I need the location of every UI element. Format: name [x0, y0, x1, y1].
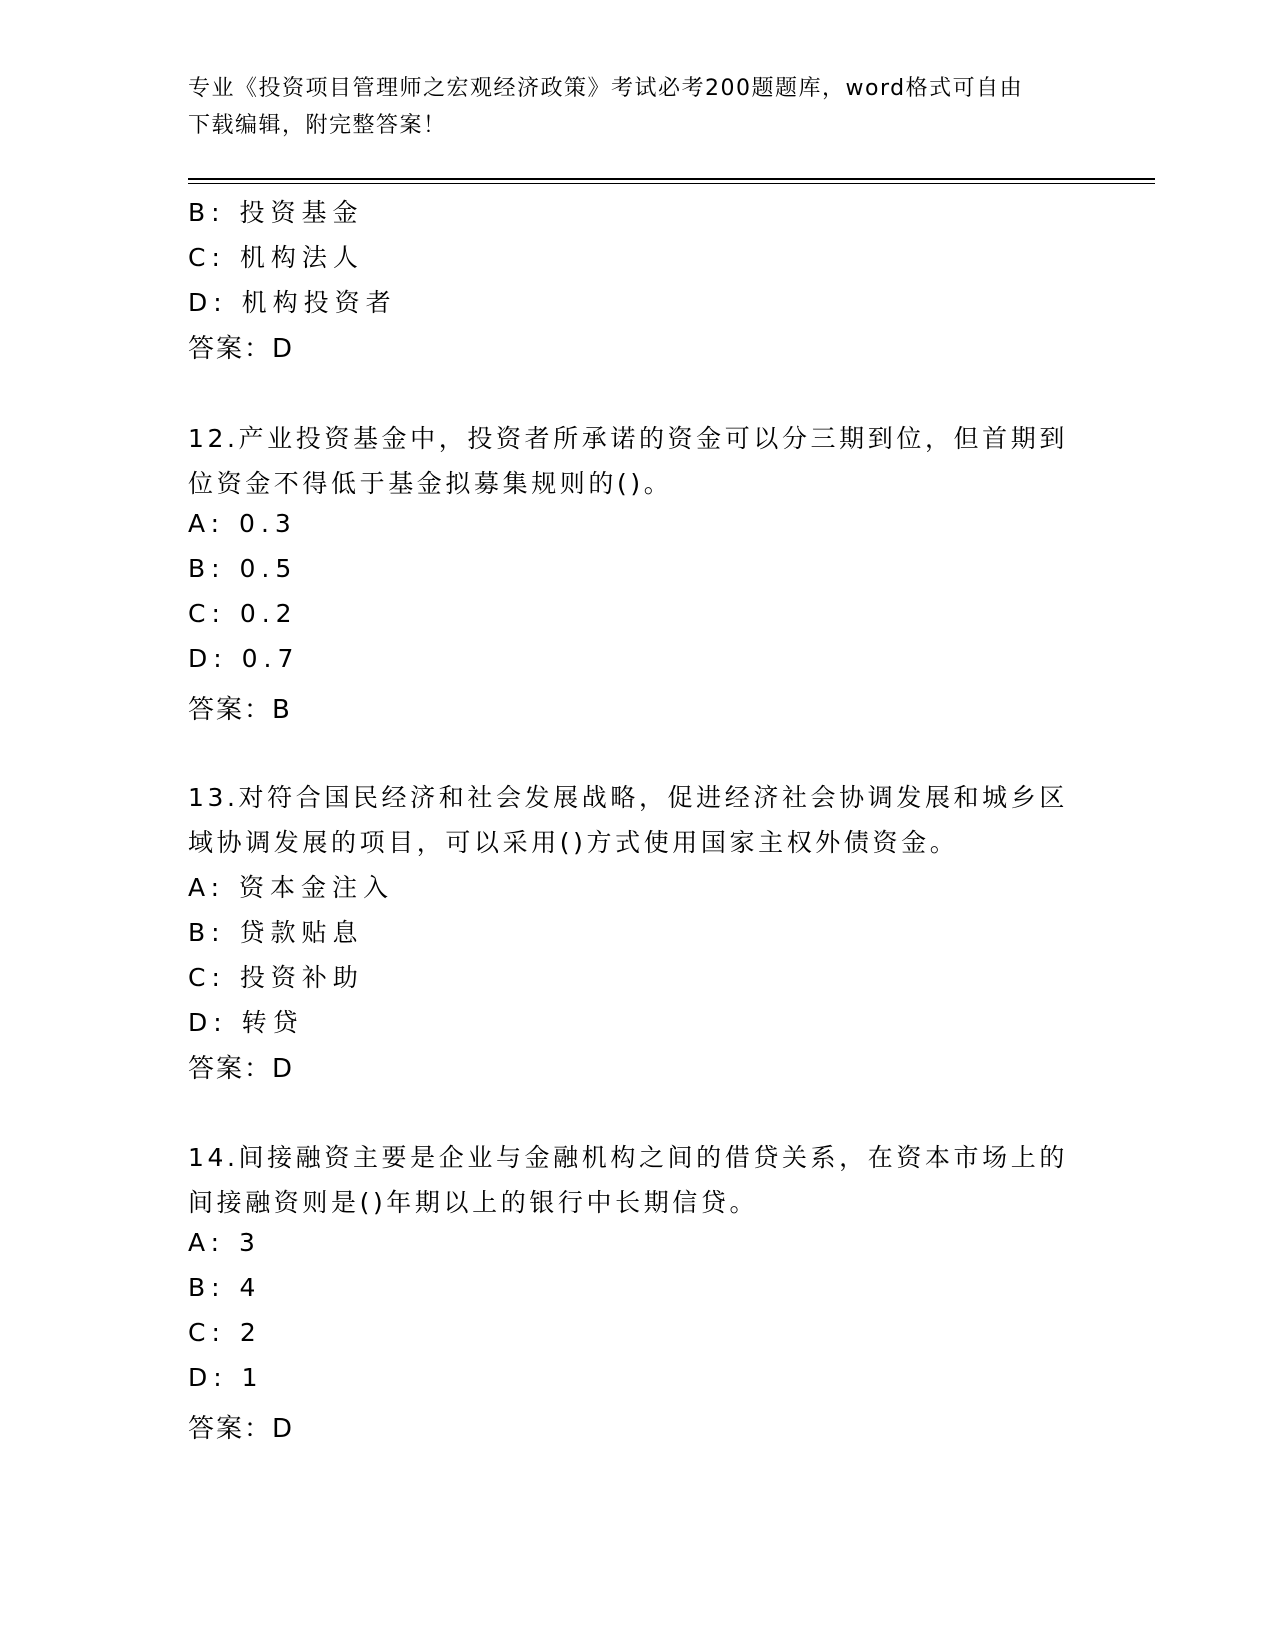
document-header: [188, 70, 1088, 144]
q13-option-c: C: 投资补助: [188, 963, 364, 992]
q14-option-c: C: 2: [188, 1318, 262, 1347]
q12-option-b: B: 0.5: [188, 554, 298, 583]
q14-option-a: A: 3: [188, 1228, 261, 1257]
q14-text-line-1: 14.间接融资主要是企业与金融机构之间的借贷关系，在资本市场上的: [188, 1143, 1068, 1172]
q13-text-line-1: 13.对符合国民经济和社会发展战略，促进经济社会协调发展和城乡区: [188, 783, 1068, 812]
q12-text-line-2: 位资金不得低于基金拟募集规则的()。: [188, 469, 673, 498]
q12-option-d: D: 0.7: [188, 644, 300, 673]
q13-option-d: D: 转贷: [188, 1008, 304, 1037]
q11-option-b: B: 投资基金: [188, 198, 364, 227]
q13-answer: 答案：D: [188, 1054, 295, 1084]
q12-option-a: A: 0.3: [188, 509, 297, 538]
header-divider-thick: [188, 178, 1155, 180]
q11-option-c: C: 机构法人: [188, 243, 364, 272]
header-line-2: 下载编辑，附完整答案！: [188, 113, 447, 138]
q14-option-d: D: 1: [188, 1363, 264, 1392]
header-divider-thin: [188, 183, 1155, 184]
q11-option-d: D: 机构投资者: [188, 288, 397, 317]
q13-text-line-2: 域协调发展的项目，可以采用()方式使用国家主权外债资金。: [188, 828, 959, 857]
q14-answer: 答案：D: [188, 1414, 295, 1444]
header-line-1: 专业《投资项目管理师之宏观经济政策》考试必考200题题库，word格式可自由: [188, 76, 1024, 101]
q11-answer: 答案：D: [188, 334, 295, 364]
q14-text-line-2: 间接融资则是()年期以上的银行中长期信贷。: [188, 1188, 759, 1217]
q13-option-b: B: 贷款贴息: [188, 918, 364, 947]
q14-option-b: B: 4: [188, 1273, 262, 1302]
q13-option-a: A: 资本金注入: [188, 873, 395, 902]
q12-option-c: C: 0.2: [188, 599, 298, 628]
q12-text-line-1: 12.产业投资基金中，投资者所承诺的资金可以分三期到位，但首期到: [188, 424, 1068, 453]
q12-answer: 答案：B: [188, 695, 292, 725]
